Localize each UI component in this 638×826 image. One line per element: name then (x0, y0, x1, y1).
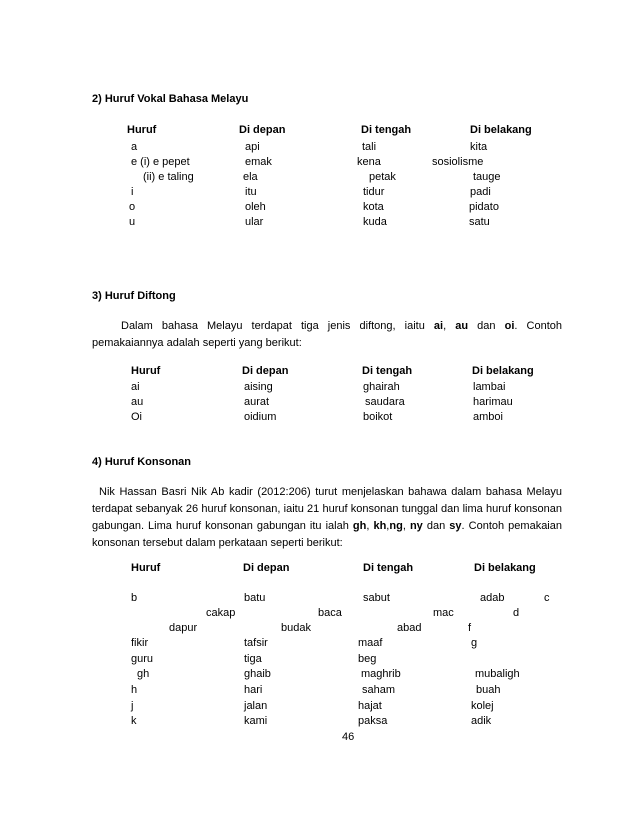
table-cell: i (131, 186, 134, 198)
table-cell: sabut (363, 592, 390, 604)
table-cell: c (544, 592, 550, 604)
konsonan-ny: ny (409, 520, 423, 532)
table-cell: lambai (473, 381, 506, 393)
table-row (0, 622, 638, 637)
table-cell: kita (470, 141, 488, 153)
table-cell: saudara (365, 396, 405, 408)
column-header: Huruf (131, 562, 161, 574)
table-cell: batu (244, 592, 266, 604)
separator: , (366, 520, 374, 532)
table-cell: h (131, 684, 138, 696)
table-row (0, 171, 638, 186)
table-cell: g (471, 637, 478, 649)
table-cell: d (513, 607, 520, 619)
column-header: Di depan (242, 365, 289, 377)
table-cell: jalan (244, 700, 268, 712)
table-cell: cakap (206, 607, 236, 619)
table-cell: mac (433, 607, 454, 619)
table-cell: itu (245, 186, 257, 198)
table-cell: ghaib (244, 668, 271, 680)
table-cell: f (468, 622, 472, 634)
table-cell: j (131, 700, 134, 712)
separator: dan (422, 520, 450, 532)
column-header: Di belakang (474, 562, 536, 574)
column-header: Huruf (127, 124, 157, 136)
table-cell: buah (476, 684, 501, 696)
table-cell: tafsir (244, 637, 268, 649)
separator: , (386, 520, 390, 532)
table-cell: abad (397, 622, 422, 634)
konsonan-sy: sy (449, 520, 462, 532)
table-cell: kuda (363, 216, 387, 228)
table-cell: aurat (244, 396, 270, 408)
table-cell: ular (245, 216, 264, 228)
table-cell: b (131, 592, 138, 604)
column-header: Di tengah (363, 562, 414, 574)
table-cell: boikot (363, 411, 393, 423)
table-row (0, 141, 638, 156)
table-cell: amboi (473, 411, 503, 423)
table-row (0, 684, 638, 699)
konsonan-gh: gh (352, 520, 367, 532)
table-cell: o (129, 201, 136, 213)
table-cell: ai (131, 381, 140, 393)
table-row (0, 411, 638, 426)
table-cell: satu (469, 216, 490, 228)
table-cell: k (131, 715, 137, 727)
konsonan-ng: ng (389, 520, 403, 532)
page-number: 46 (342, 731, 355, 743)
paragraph-text: Dalam bahasa Melayu terdapat tiga jenis diftong, iaitu (121, 320, 434, 332)
table-cell: maaf (358, 637, 383, 649)
column-header: Di belakang (472, 365, 534, 377)
table-cell: padi (470, 186, 491, 198)
table-cell: u (129, 216, 136, 228)
table-cell: hari (244, 684, 263, 696)
table-cell: adab (480, 592, 505, 604)
section-heading-konsonan: 4) Huruf Konsonan (92, 456, 191, 468)
diftong-au: au (455, 320, 469, 332)
paragraph-text: Nik Hassan Basri Nik Ab kadir (2012:206) turut menjelaskan bahawa dalam bahasa Melayu terdapat sebanyak 26 huruf konsonan, iaitu 21 huruf konsonan tunggal dan lima huruf konsonan gabungan. Lima huruf konsonan gabungan itu ialah (92, 486, 562, 532)
table-cell: a (131, 141, 138, 153)
konsonan-kh: kh (373, 520, 387, 532)
table-cell: e (i) e pepet (131, 156, 190, 168)
table-row (0, 396, 638, 411)
table-row (0, 186, 638, 201)
table-cell: tali (362, 141, 377, 153)
section-heading-diftong: 3) Huruf Diftong (92, 290, 176, 302)
diftong-paragraph (92, 318, 562, 352)
table-cell: paksa (358, 715, 388, 727)
table-cell: emak (245, 156, 272, 168)
table-cell: Oi (131, 411, 142, 423)
table-cell: au (131, 396, 144, 408)
table-cell: petak (369, 171, 396, 183)
table-row (0, 637, 638, 652)
table-row (0, 668, 638, 683)
diftong-header-row (0, 365, 638, 380)
table-cell: ela (243, 171, 258, 183)
table-row (0, 216, 638, 231)
table-cell: tidur (363, 186, 385, 198)
vokal-header-row (0, 124, 638, 139)
table-cell: guru (131, 653, 154, 665)
table-cell: oidium (244, 411, 277, 423)
table-cell: maghrib (361, 668, 401, 680)
column-header: Di tengah (362, 365, 413, 377)
table-row (0, 156, 638, 171)
diftong-oi: oi (504, 320, 515, 332)
table-row (0, 201, 638, 216)
paragraph-text: . Contoh pemakaiannya adalah seperti yang berikut: (92, 320, 562, 349)
column-header: Di tengah (361, 124, 412, 136)
table-cell: api (245, 141, 260, 153)
paragraph-text: . Contoh pemakaian konsonan tersebut dalam perkataan seperti berikut: (92, 520, 562, 549)
table-row (0, 700, 638, 715)
table-cell: tiga (244, 653, 262, 665)
separator: dan (468, 320, 505, 332)
separator: , (443, 320, 456, 332)
table-cell: fikir (131, 637, 149, 649)
table-cell: kami (244, 715, 268, 727)
table-cell: beg (358, 653, 377, 665)
table-cell: (ii) e taling (143, 171, 194, 183)
table-cell: saham (362, 684, 396, 696)
table-cell: baca (318, 607, 342, 619)
section-heading-vokal: 2) Huruf Vokal Bahasa Melayu (92, 93, 249, 105)
konsonan-paragraph (92, 484, 562, 552)
table-row (0, 715, 638, 730)
table-cell: tauge (473, 171, 501, 183)
table-cell: ghairah (363, 381, 400, 393)
table-cell: sosiolisme (432, 156, 484, 168)
table-row (0, 381, 638, 396)
column-header: Di depan (243, 562, 290, 574)
table-cell: gh (137, 668, 150, 680)
separator: , (402, 520, 410, 532)
table-row (0, 653, 638, 668)
table-cell: budak (281, 622, 311, 634)
table-cell: pidato (469, 201, 499, 213)
konsonan-header-row (0, 562, 638, 577)
column-header: Di belakang (470, 124, 532, 136)
table-cell: kolej (471, 700, 494, 712)
table-cell: hajat (358, 700, 382, 712)
table-cell: adik (471, 715, 492, 727)
table-cell: dapur (169, 622, 198, 634)
table-cell: aising (244, 381, 273, 393)
table-cell: mubaligh (475, 668, 520, 680)
table-cell: kota (363, 201, 384, 213)
column-header: Huruf (131, 365, 161, 377)
table-cell: oleh (245, 201, 266, 213)
table-row (0, 592, 638, 607)
table-row (0, 607, 638, 622)
diftong-ai: ai (433, 320, 444, 332)
table-cell: harimau (473, 396, 513, 408)
column-header: Di depan (239, 124, 286, 136)
table-cell: kena (357, 156, 381, 168)
